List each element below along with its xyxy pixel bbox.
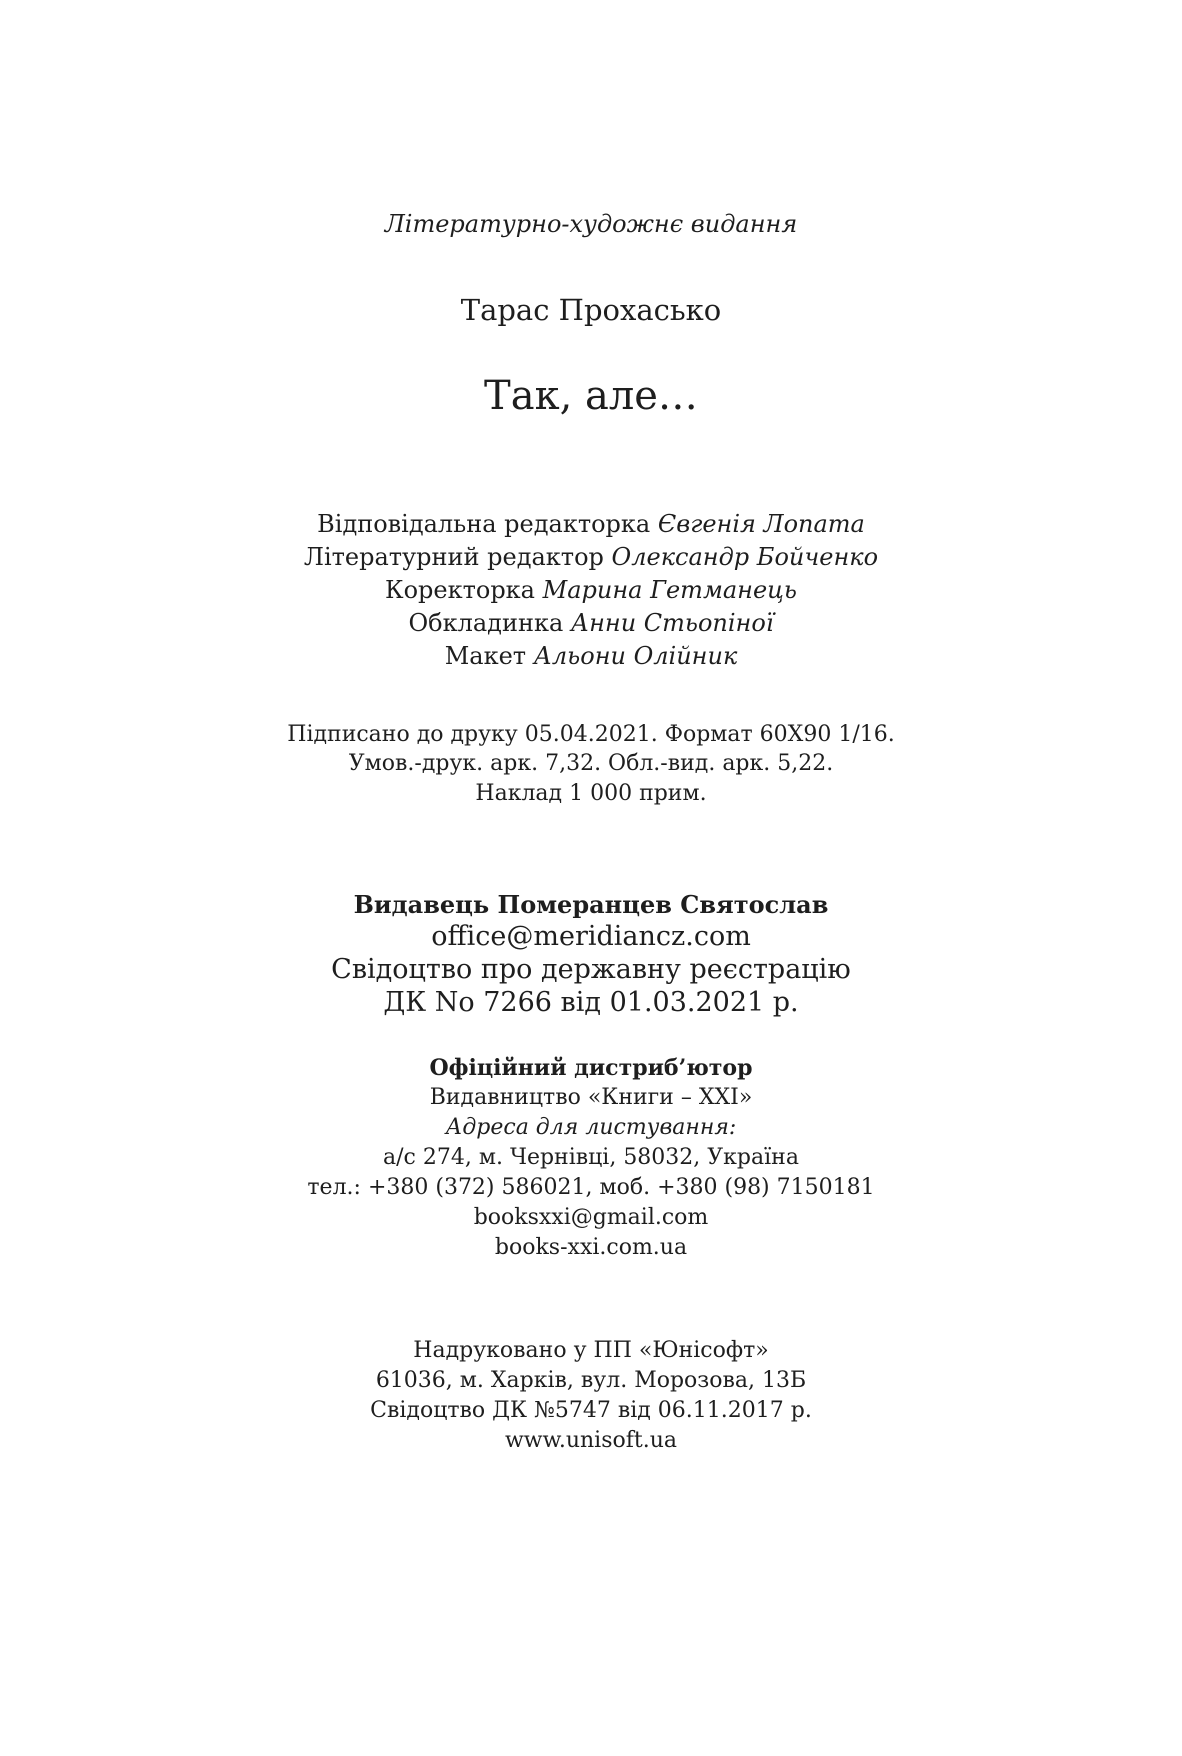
- credit-role: Відповідальна редакторка: [317, 510, 651, 538]
- credit-person: Євгенія Лопата: [657, 510, 865, 538]
- credit-role: Обкладинка: [408, 609, 564, 637]
- credit-person: Альони Олійник: [533, 642, 738, 670]
- credit-line: [0, 512, 1182, 536]
- credit-line: [0, 644, 1182, 668]
- publisher-email: office@meridiancz.com: [431, 921, 751, 952]
- credit-line: [0, 545, 1182, 569]
- credit-role: Макет: [444, 642, 527, 670]
- genre-line: Літературно-художнє видання: [384, 210, 798, 238]
- credit-person: Анни Стьопіної: [570, 609, 774, 637]
- credit-person: Марина Гетманець: [542, 576, 797, 604]
- distributor-email: booksxxi@gmail.com: [473, 1205, 709, 1230]
- print-spec-line: Наклад 1 000 прим.: [475, 781, 707, 806]
- print-spec-line: Підписано до друку 05.04.2021. Формат 60X90 1/16.: [287, 722, 895, 747]
- printer-name: Надруковано у ПП «Юнісофт»: [413, 1338, 769, 1363]
- printer-address: 61036, м. Харків, вул. Морозова, 13Б: [375, 1368, 807, 1393]
- publisher-registration-number: ДК No 7266 від 01.03.2021 р.: [383, 987, 799, 1018]
- credit-role: Літературний редактор: [303, 543, 604, 571]
- publisher-registration: Свідоцтво про державну реєстрацію: [331, 954, 851, 985]
- distributor-address-label: Адреса для листування:: [445, 1115, 737, 1140]
- distributor-phones: тел.: +380 (372) 586021, моб. +380 (98) 7150181: [307, 1175, 875, 1200]
- distributor-address: а/с 274, м. Чернівці, 58032, Україна: [383, 1145, 799, 1170]
- credit-line: [0, 611, 1182, 635]
- book-title: Так, але…: [484, 373, 698, 419]
- credit-person: Олександр Бойченко: [611, 543, 879, 571]
- distributor-heading: Офіційний дистриб’ютор: [429, 1055, 753, 1081]
- credit-line: [0, 578, 1182, 602]
- printer-website: www.unisoft.ua: [504, 1428, 678, 1453]
- publisher-name: Видавець Померанцев Святослав: [353, 890, 829, 919]
- author-name: Тарас Прохасько: [460, 293, 722, 327]
- distributor-name: Видавництво «Книги – XXI»: [429, 1085, 753, 1110]
- credit-role: Коректорка: [385, 576, 535, 604]
- distributor-website: books-xxi.com.ua: [494, 1235, 688, 1260]
- printer-certificate: Свідоцтво ДК №5747 від 06.11.2017 р.: [370, 1398, 812, 1423]
- print-spec-line: Умов.-друк. арк. 7,32. Обл.-вид. арк. 5,22.: [348, 751, 834, 776]
